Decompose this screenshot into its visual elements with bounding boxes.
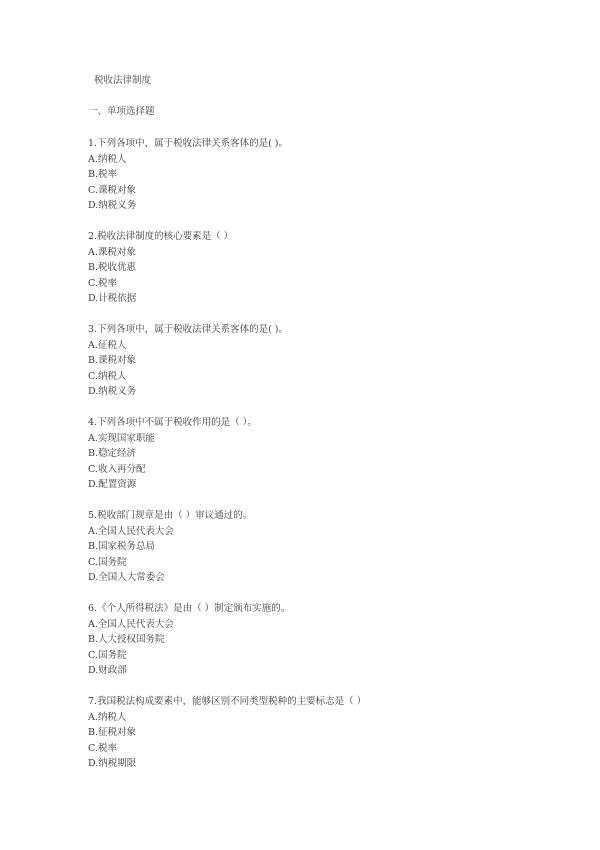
question-stem: 4.下列各项中不属于税收作用的是（ ）。 bbox=[88, 417, 257, 428]
option-b: B.税收优惠 bbox=[88, 262, 137, 273]
option-b: B.征税对象 bbox=[88, 727, 137, 738]
section-heading: 一、单项选择题 bbox=[88, 106, 155, 117]
document-title: 税收法律制度 bbox=[94, 75, 152, 86]
option-b: B.税率 bbox=[88, 169, 118, 180]
option-d: D.配置资源 bbox=[88, 479, 137, 490]
document-page bbox=[88, 74, 528, 787]
question-stem: 7.我国税法构成要素中，能够区别不同类型税种的主要标志是（ ） bbox=[88, 696, 367, 707]
option-a: A.全国人民代表大会 bbox=[88, 618, 174, 630]
option-d: D.纳税义务 bbox=[88, 386, 137, 397]
option-d: D.全国人大常委会 bbox=[88, 572, 165, 583]
option-b: B.课税对象 bbox=[88, 355, 137, 366]
option-d: D.计税依据 bbox=[88, 293, 137, 304]
option-c: C.国务院 bbox=[88, 649, 127, 661]
option-b: B.稳定经济 bbox=[88, 448, 137, 459]
question-6 bbox=[88, 601, 528, 679]
option-b: B.国家税务总局 bbox=[88, 541, 156, 552]
question-stem: 1.下列各项中，属于税收法律关系客体的是( )。 bbox=[88, 138, 288, 149]
question-stem: 2.税收法律制度的核心要素是（ ） bbox=[88, 231, 234, 242]
question-stem: 3.下列各项中，属于税收法律关系客体的是( )。 bbox=[88, 324, 288, 335]
question-4 bbox=[88, 415, 528, 493]
question-stem: 5.税收部门规章是由（ ）审议通过的。 bbox=[88, 510, 253, 521]
option-c: C.国务院 bbox=[88, 556, 127, 568]
question-5 bbox=[88, 508, 528, 586]
option-a: A.纳税人 bbox=[88, 153, 127, 165]
option-c: C.税率 bbox=[88, 277, 117, 289]
option-c: C.课税对象 bbox=[88, 184, 136, 196]
option-a: A.纳税人 bbox=[88, 711, 127, 723]
question-3 bbox=[88, 322, 528, 400]
option-c: C.收入再分配 bbox=[88, 463, 146, 475]
option-a: A.全国人民代表大会 bbox=[88, 525, 174, 537]
option-b: B.人大授权国务院 bbox=[88, 634, 165, 645]
question-2 bbox=[88, 229, 528, 307]
option-d: D.财政部 bbox=[88, 665, 127, 676]
question-stem: 6.《个人所得税法》是由（ ）制定颁布实施的。 bbox=[88, 603, 291, 614]
option-c: C.税率 bbox=[88, 742, 117, 754]
option-d: D.纳税期限 bbox=[88, 758, 137, 769]
question-7 bbox=[88, 694, 528, 772]
question-1 bbox=[88, 136, 528, 214]
option-d: D.纳税义务 bbox=[88, 200, 137, 211]
option-a: A.实现国家职能 bbox=[88, 432, 155, 444]
option-a: A.征税人 bbox=[88, 339, 127, 351]
option-a: A.课税对象 bbox=[88, 246, 136, 258]
option-c: C.纳税人 bbox=[88, 370, 127, 382]
